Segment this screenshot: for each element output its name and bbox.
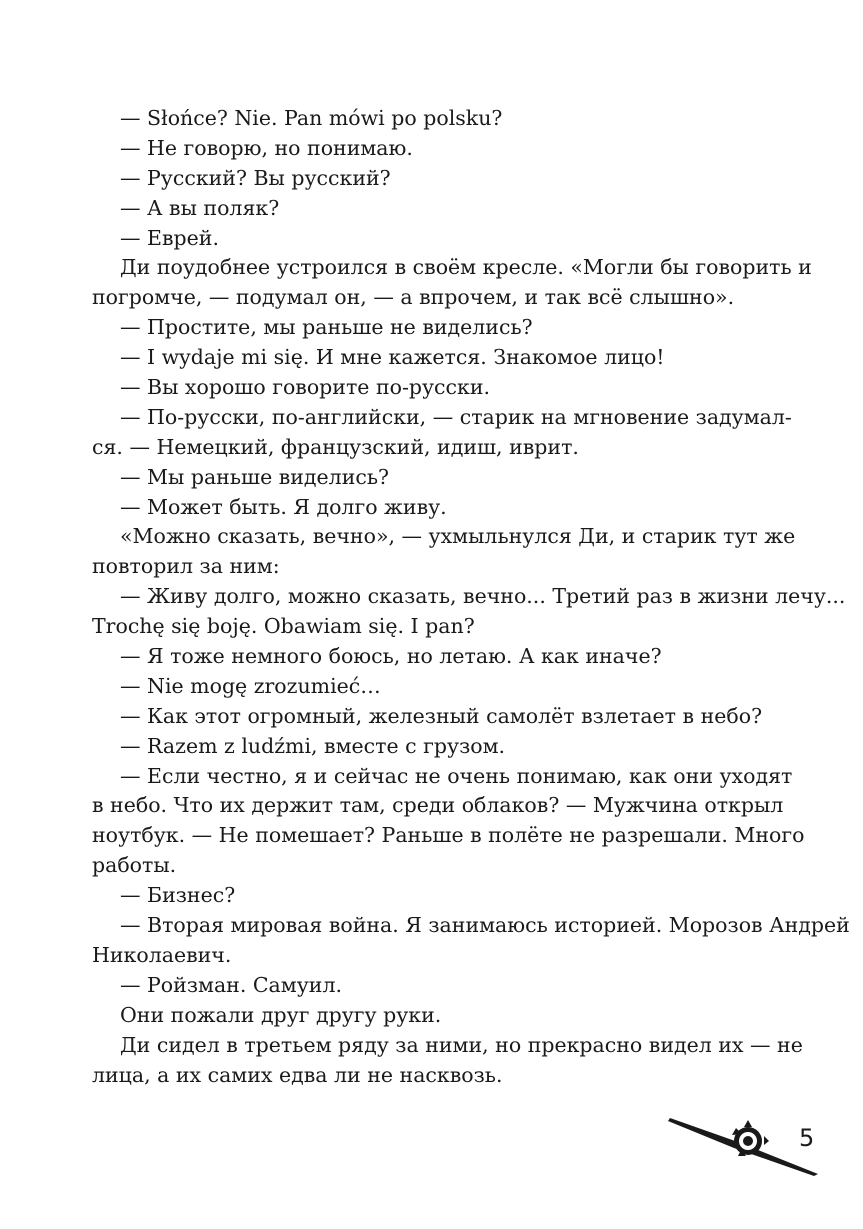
text-line: в небо. Что их держит там, среди облаков? — Мужчина открыл	[92, 793, 784, 818]
text-line: погромче, — подумал он, — а впрочем, и так всё слышно».	[92, 285, 735, 310]
text-line: — Razem z ludźmi, вместе с грузом.	[120, 733, 506, 758]
text-line: Trochę się boję. Obawiam się. I pan?	[92, 614, 475, 639]
text-line: «Можно сказать, вечно», — ухмыльнулся Ди, и старик тут же	[120, 524, 796, 549]
text-line: — Nie mogę zrozumieć…	[120, 673, 381, 698]
text-line: — I wydaje mi się. И мне кажется. Знакомое лицо!	[120, 345, 665, 370]
text-line: — По-русски, по-английски, — старик на мгновение задумал-	[120, 404, 792, 429]
text-line: — Живу долго, можно сказать, вечно... Третий раз в жизни лечу...	[120, 584, 846, 609]
text-line: лица, а их самих едва ли не насквозь.	[92, 1062, 503, 1087]
body-text	[92, 104, 850, 1090]
text-line: Николаевич.	[92, 942, 232, 967]
text-line: повторил за ним:	[92, 554, 280, 579]
text-line: — Бизнес?	[120, 883, 236, 908]
text-line: — Русский? Вы русский?	[120, 165, 391, 190]
text-line: — Может быть. Я долго живу.	[120, 494, 447, 519]
text-line: работы.	[92, 853, 177, 878]
text-line: — Я тоже немного боюсь, но летаю. А как иначе?	[120, 644, 662, 669]
text-line: — Еврей.	[120, 225, 219, 250]
page-number: 5	[799, 1124, 815, 1152]
text-line: Ди сидел в третьем ряду за ними, но прекрасно видел их — не	[120, 1032, 803, 1057]
text-line: — Вторая мировая война. Я занимаюсь историей. Морозов Андрей	[120, 913, 850, 938]
text-line: Они пожали друг другу руки.	[120, 1002, 442, 1027]
text-line: — Мы раньше виделись?	[120, 464, 389, 489]
text-line: — Вы хорошо говорите по-русски.	[120, 375, 491, 400]
text-line: — Если честно, я и сейчас не очень понимаю, как они уходят	[120, 763, 793, 788]
airplane-icon	[668, 1108, 820, 1180]
text-line: ся. — Немецкий, французский, идиш, иврит.	[92, 434, 579, 459]
text-line: — А вы поляк?	[120, 195, 280, 220]
text-line: — Как этот огромный, железный самолёт взлетает в небо?	[120, 703, 763, 728]
text-line: — Słońce? Nie. Pan mówi po polsku?	[120, 106, 503, 130]
text-line: Ди поудобнее устроился в своём кресле. «Могли бы говорить и	[120, 255, 812, 280]
text-line: — Простите, мы раньше не виделись?	[120, 315, 533, 340]
text-line: — Не говорю, но понимаю.	[120, 135, 413, 160]
text-line: — Ройзман. Самуил.	[120, 972, 342, 997]
text-line: ноутбук. — Не помешает? Раньше в полёте не разрешали. Много	[92, 823, 805, 848]
